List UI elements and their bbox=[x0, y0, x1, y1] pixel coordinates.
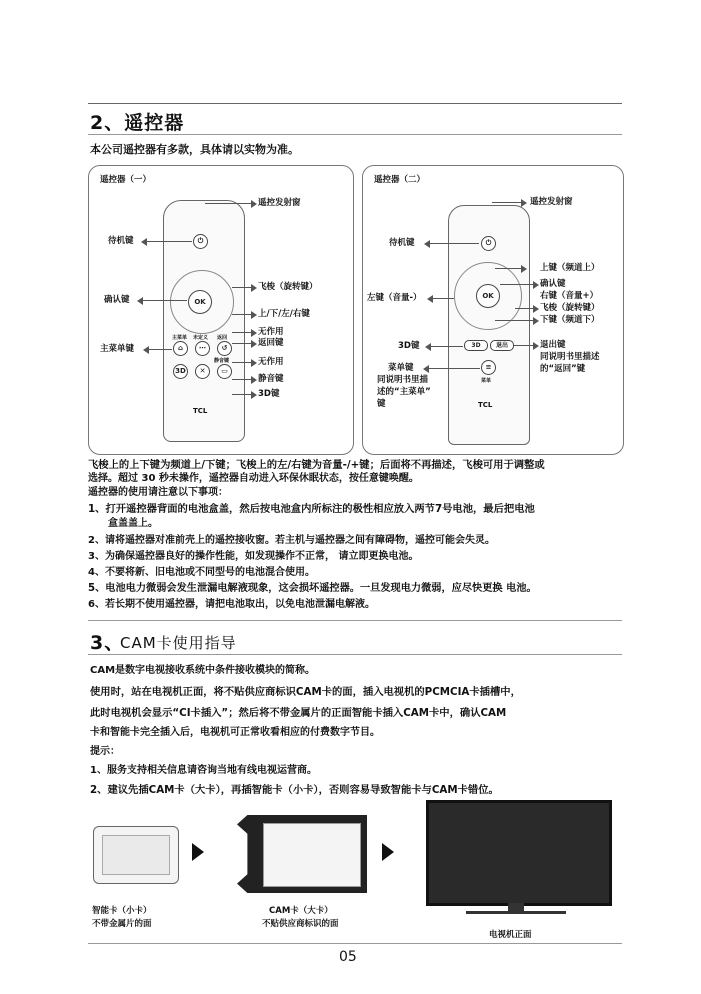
remote1-mute-top-label: 静音键 bbox=[214, 358, 230, 364]
section3-title-num: 3、 bbox=[90, 632, 125, 654]
remote1-nofunc2-button[interactable]: ▭ bbox=[217, 364, 232, 379]
cam-line-5: 提示： bbox=[90, 746, 120, 757]
tv-base bbox=[466, 911, 566, 914]
remote1-ok-arrow bbox=[142, 300, 187, 301]
arrow-1-icon bbox=[192, 843, 204, 861]
remote1-mute-label: 静音键 bbox=[258, 374, 284, 384]
precaution-2: 2、请将遥控器对准前壳上的遥控接收窗。若主机与遥控器之间有障碍物，遥控可能会失灵。 bbox=[88, 535, 495, 546]
remote1-home-button[interactable]: ⌂ bbox=[173, 341, 188, 356]
remote2-exit-label-3: 的“返回”键 bbox=[540, 364, 586, 374]
note-line-2: 选择。超过 30 秒未操作，遥控器自动进入环保休眠状态，按任意键唤醒。 bbox=[88, 473, 419, 484]
remote2-up-label: 上键（频道上） bbox=[540, 263, 600, 273]
arrow-2-icon bbox=[382, 843, 394, 861]
cam-line-7: 2、建议先插CAM卡（大卡），再插智能卡（小卡），否则容易导致智能卡与CAM卡错位。 bbox=[90, 784, 499, 796]
remote1-3d-button[interactable]: 3D bbox=[173, 364, 188, 379]
precaution-3: 3、为确保遥控器良好的操作性能，如发现操作不正常， 请立即更换电池。 bbox=[88, 551, 419, 562]
smartcard-label-1: 智能卡（小卡） bbox=[92, 906, 152, 916]
remote2-3d-arrow bbox=[430, 346, 463, 347]
tv-stand bbox=[508, 903, 524, 911]
remote2-ok-button[interactable]: OK bbox=[476, 284, 500, 308]
remote1-brand: TCL bbox=[193, 407, 208, 415]
precaution-5: 5、电池电力微弱会发生泄漏电解液现象，这会损坏遥控器。一旦发现电力微弱，应尽快更换 电池。 bbox=[88, 583, 537, 594]
remote1-dir-arrow bbox=[232, 314, 252, 315]
remote1-back-arrow bbox=[232, 343, 252, 344]
remote2-menu-label-3: 述的“主菜单” bbox=[377, 387, 431, 397]
remote2-menu-btn-label: 菜单 bbox=[481, 378, 492, 384]
remote2-exit-label-1: 退出键 bbox=[540, 340, 566, 350]
remote1-standby-arrow bbox=[146, 241, 192, 242]
remote2-3d-button[interactable]: 3D bbox=[464, 340, 488, 351]
precaution-1: 1、打开遥控器背面的电池盒盖，然后按电池盒内所标注的极性相应放入两节7号电池，最后把电池 bbox=[88, 503, 535, 515]
remote1-ok-button[interactable]: OK bbox=[188, 290, 212, 314]
remote2-caption: 遥控器（二） bbox=[374, 175, 426, 185]
remote2-up-arrow bbox=[495, 268, 522, 269]
smartcard-chip bbox=[102, 835, 170, 875]
remote2-menu-label-4: 键 bbox=[377, 399, 386, 409]
bottom-rule bbox=[88, 943, 622, 944]
section3-title-rule bbox=[88, 654, 622, 655]
remote2-ir-arrow bbox=[492, 202, 522, 203]
remote1-mute-arrow bbox=[232, 379, 252, 380]
remote2-shuttle-arrow bbox=[515, 308, 534, 309]
remote1-ir-arrow bbox=[205, 203, 252, 204]
remote1-back-top-label: 返回 bbox=[217, 335, 228, 341]
remote2-ir-label: 遥控发射窗 bbox=[530, 197, 573, 207]
remote1-home-top-label: 主菜单 bbox=[172, 335, 188, 341]
cam-line-6: 1、服务支持相关信息请咨询当地有线电视运营商。 bbox=[90, 765, 317, 776]
title-rule bbox=[88, 134, 622, 135]
remote1-nofunc-top-label: 未定义 bbox=[193, 335, 209, 341]
tv-image bbox=[426, 800, 612, 906]
remote2-menu-label-2: 同说明书里描 bbox=[377, 375, 429, 385]
remote1-nofunc1-label: 无作用 bbox=[258, 327, 284, 337]
remote1-nofunc2-arrow bbox=[232, 362, 252, 363]
remote2-standby-arrow bbox=[429, 243, 479, 244]
remote2-exit-button[interactable]: 退出 bbox=[490, 340, 514, 351]
remote1-back-label: 返回键 bbox=[258, 338, 284, 348]
remote1-ok-label: 确认键 bbox=[104, 295, 130, 305]
cam-label-2: 不贴供应商标识的面 bbox=[262, 919, 339, 929]
cam-line-1: CAM是数字电视接收系统中条件接收模块的简称。 bbox=[90, 665, 316, 676]
remote1-dir-label: 上/下/左/右键 bbox=[258, 309, 310, 319]
remote1-home-arrow bbox=[148, 349, 172, 350]
remote2-standby-button[interactable]: ⏻ bbox=[481, 236, 496, 251]
remote1-nofunc1-arrow bbox=[232, 332, 252, 333]
precaution-6: 6、若长期不使用遥控器，请把电池取出，以免电池泄漏电解液。 bbox=[88, 599, 375, 610]
cam-line-3: 此时电视机会显示“CI卡插入”；然后将不带金属片的正面智能卡插入CAM卡中，确认CAM bbox=[90, 707, 507, 719]
remote2-right-label: 右键（音量+） bbox=[540, 291, 599, 301]
remote1-3d-label: 3D键 bbox=[258, 389, 280, 399]
remote1-ir-label: 遥控发射窗 bbox=[258, 198, 301, 208]
cam-line-2: 使用时，站在电视机正面，将不贴供应商标识CAM卡的面，插入电视机的PCMCIA卡插槽中， bbox=[90, 686, 521, 698]
remote1-mute-button[interactable]: ✕ bbox=[195, 364, 210, 379]
remote1-shuttle-arrow bbox=[232, 287, 252, 288]
remote1-nofunc2-label: 无作用 bbox=[258, 357, 284, 367]
remote1-standby-button[interactable]: ⏻ bbox=[193, 234, 208, 249]
remote2-shuttle-label: 飞梭（旋转键） bbox=[540, 303, 600, 313]
page-number: 05 bbox=[339, 949, 357, 965]
precaution-4: 4、不要将新、旧电池或不同型号的电池混合使用。 bbox=[88, 567, 315, 578]
remote1-caption: 遥控器（一） bbox=[100, 175, 152, 185]
cam-label-1: CAM卡（大卡） bbox=[269, 906, 333, 916]
remote2-menu-arrow bbox=[428, 368, 480, 369]
top-rule bbox=[88, 103, 622, 104]
cam-line-4: 卡和智能卡完全插入后，电视机可正常收看相应的付费数字节目。 bbox=[90, 727, 380, 738]
remote1-nofunc-button[interactable]: ⋯ bbox=[195, 341, 210, 356]
remote1-shuttle-label: 飞梭（旋转键） bbox=[258, 282, 318, 292]
remote1-3d-arrow bbox=[232, 394, 252, 395]
note-line-1: 飞梭上的上下键为频道上/下键；飞梭上的左/右键为音量-/+键；后面将不再描述，飞梭可用于调整或 bbox=[88, 459, 545, 471]
remote2-left-arrow bbox=[432, 298, 454, 299]
remote1-back-button[interactable]: ↺ bbox=[217, 341, 232, 356]
section2-intro: 本公司遥控器有多款，具体请以实物为准。 bbox=[90, 143, 299, 156]
remote2-down-label: 下键（频道下） bbox=[540, 315, 600, 325]
remote2-ok-label: 确认键 bbox=[540, 279, 566, 289]
cam-card-slot bbox=[263, 823, 361, 887]
section3-top-rule bbox=[88, 620, 622, 621]
precaution-1-cont: 盒盖盖上。 bbox=[108, 518, 158, 529]
remote2-menu-label-1: 菜单键 bbox=[388, 363, 414, 373]
remote2-exit-arrow bbox=[514, 345, 534, 346]
remote2-standby-label: 待机键 bbox=[389, 238, 415, 248]
smartcard-label-2: 不带金属片的面 bbox=[92, 919, 152, 929]
remote2-left-label: 左键（音量-） bbox=[367, 293, 422, 303]
remote1-home-label: 主菜单键 bbox=[100, 344, 135, 354]
remote2-exit-label-2: 同说明书里描述 bbox=[540, 352, 600, 362]
remote2-ok-arrow bbox=[500, 284, 534, 285]
section3-title-text: CAM卡使用指导 bbox=[120, 634, 237, 652]
tv-label: 电视机正面 bbox=[489, 930, 532, 940]
section2-title: 2、遥控器 bbox=[90, 112, 185, 134]
precautions-title: 遥控器的使用请注意以下事项： bbox=[88, 487, 228, 498]
remote2-brand: TCL bbox=[478, 401, 493, 409]
remote2-menu-button[interactable]: ≡ bbox=[481, 360, 496, 375]
remote1-standby-label: 待机键 bbox=[108, 236, 134, 246]
remote2-3d-label: 3D键 bbox=[398, 341, 420, 351]
remote2-down-arrow bbox=[495, 320, 534, 321]
